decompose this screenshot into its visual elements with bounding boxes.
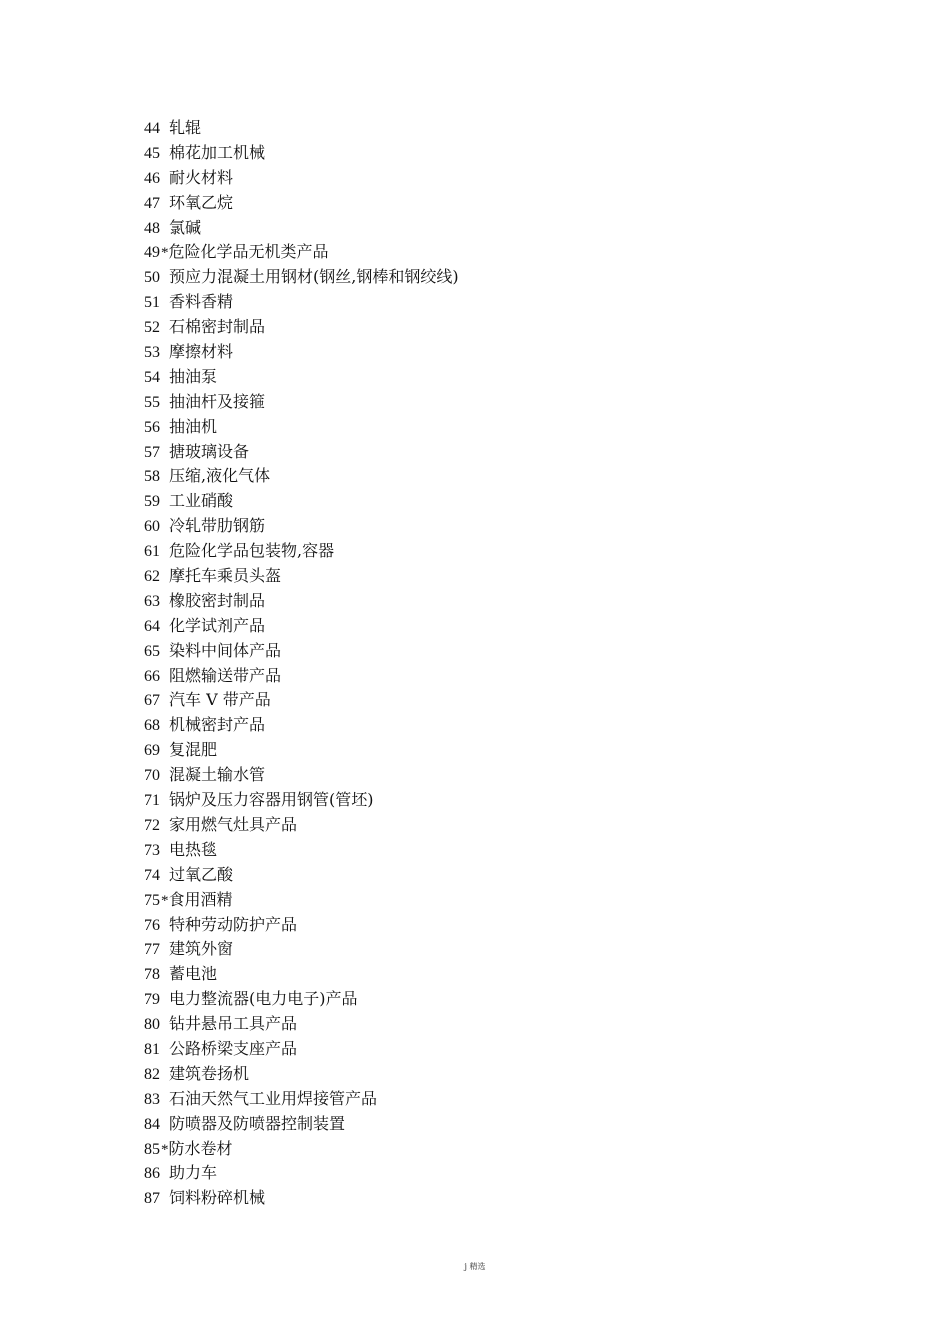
item-name: 饲料粉碎机械 bbox=[169, 1188, 266, 1208]
item-number: 75 bbox=[144, 891, 160, 909]
list-item bbox=[144, 390, 459, 415]
item-number: 59 bbox=[144, 493, 160, 511]
item-number: 55 bbox=[144, 393, 160, 411]
list-item bbox=[144, 216, 459, 241]
item-name: 香料香精 bbox=[169, 292, 234, 312]
list-item bbox=[144, 240, 459, 265]
item-name: 压缩,液化气体 bbox=[169, 466, 271, 486]
item-number: 66 bbox=[144, 667, 160, 685]
list-item bbox=[144, 315, 459, 340]
product-list bbox=[144, 116, 459, 1211]
item-name: 摩擦材料 bbox=[169, 342, 234, 362]
list-item bbox=[144, 141, 459, 166]
item-name: 危险化学品包装物,容器 bbox=[169, 541, 335, 561]
list-item bbox=[144, 539, 459, 564]
item-name: 冷轧带肋钢筋 bbox=[169, 516, 266, 536]
list-item bbox=[144, 962, 459, 987]
item-name: 汽车 V 带产品 bbox=[169, 690, 271, 710]
item-name: 阻燃输送带产品 bbox=[169, 665, 282, 685]
item-name: 防喷器及防喷器控制装置 bbox=[169, 1113, 346, 1133]
list-item bbox=[144, 340, 459, 365]
item-name: 建筑外窗 bbox=[169, 939, 234, 959]
list-item bbox=[144, 813, 459, 838]
list-item bbox=[144, 1012, 459, 1037]
item-number: 83 bbox=[144, 1090, 160, 1108]
item-number: 57 bbox=[144, 443, 160, 461]
item-number: 77 bbox=[144, 941, 160, 959]
list-item bbox=[144, 838, 459, 863]
item-number: 48 bbox=[144, 219, 160, 237]
item-number: 47 bbox=[144, 194, 160, 212]
item-number: 46 bbox=[144, 169, 160, 187]
item-star-marker: * bbox=[161, 245, 169, 262]
item-name: 防水卷材 bbox=[168, 1138, 233, 1158]
list-item bbox=[144, 564, 459, 589]
list-item bbox=[144, 191, 459, 216]
item-name: 化学试剂产品 bbox=[169, 615, 266, 635]
item-name: 氯碱 bbox=[169, 217, 202, 237]
page-footer: j 精选 bbox=[464, 1262, 486, 1271]
item-number: 80 bbox=[144, 1016, 160, 1034]
item-number: 58 bbox=[144, 468, 160, 486]
item-name: 石油天然气工业用焊接管产品 bbox=[169, 1088, 378, 1108]
item-name: 危险化学品无机类产品 bbox=[168, 242, 329, 262]
list-item bbox=[144, 1087, 459, 1112]
item-number: 50 bbox=[144, 269, 160, 287]
item-name: 食用酒精 bbox=[168, 889, 233, 909]
list-item bbox=[144, 614, 459, 639]
item-name: 公路桥梁支座产品 bbox=[169, 1038, 298, 1058]
item-name: 耐火材料 bbox=[169, 167, 234, 187]
item-name: 抽油机 bbox=[169, 416, 218, 436]
list-item bbox=[144, 1161, 459, 1186]
item-name: 机械密封产品 bbox=[169, 715, 266, 735]
item-name: 电力整流器(电力电子)产品 bbox=[169, 989, 358, 1009]
item-number: 54 bbox=[144, 368, 160, 386]
item-name: 摩托车乘员头盔 bbox=[169, 566, 282, 586]
list-item bbox=[144, 1037, 459, 1062]
item-number: 79 bbox=[144, 991, 160, 1009]
list-item bbox=[144, 688, 459, 713]
list-item bbox=[144, 415, 459, 440]
list-item bbox=[144, 489, 459, 514]
list-item bbox=[144, 788, 459, 813]
item-name: 棉花加工机械 bbox=[169, 142, 266, 162]
item-number: 45 bbox=[144, 144, 160, 162]
list-item bbox=[144, 713, 459, 738]
item-number: 87 bbox=[144, 1190, 160, 1208]
list-item bbox=[144, 166, 459, 191]
item-name: 石棉密封制品 bbox=[169, 317, 266, 337]
list-item bbox=[144, 290, 459, 315]
item-name: 蓄电池 bbox=[169, 964, 218, 984]
item-name: 建筑卷扬机 bbox=[169, 1063, 250, 1083]
item-number: 65 bbox=[144, 642, 160, 660]
list-item bbox=[144, 987, 459, 1012]
list-item bbox=[144, 888, 459, 913]
list-item bbox=[144, 514, 459, 539]
item-name: 混凝土输水管 bbox=[169, 765, 266, 785]
item-number: 61 bbox=[144, 543, 160, 561]
list-item bbox=[144, 116, 459, 141]
item-number: 82 bbox=[144, 1065, 160, 1083]
list-item bbox=[144, 913, 459, 938]
list-item bbox=[144, 1186, 459, 1211]
item-number: 74 bbox=[144, 866, 160, 884]
item-number: 53 bbox=[144, 344, 160, 362]
list-item bbox=[144, 1112, 459, 1137]
list-item bbox=[144, 738, 459, 763]
item-number: 70 bbox=[144, 767, 160, 785]
item-number: 81 bbox=[144, 1040, 160, 1058]
item-number: 71 bbox=[144, 792, 160, 810]
item-number: 68 bbox=[144, 717, 160, 735]
list-item bbox=[144, 464, 459, 489]
item-number: 84 bbox=[144, 1115, 160, 1133]
list-item bbox=[144, 365, 459, 390]
item-number: 78 bbox=[144, 966, 160, 984]
item-name: 助力车 bbox=[169, 1163, 218, 1183]
item-number: 72 bbox=[144, 816, 160, 834]
item-name: 预应力混凝土用钢材(钢丝,钢棒和钢绞线) bbox=[169, 267, 459, 287]
item-number: 62 bbox=[144, 568, 160, 586]
list-item bbox=[144, 440, 459, 465]
item-name: 抽油泵 bbox=[169, 366, 218, 386]
item-number: 73 bbox=[144, 841, 160, 859]
item-number: 44 bbox=[144, 120, 160, 137]
list-item bbox=[144, 937, 459, 962]
item-star-marker: * bbox=[161, 892, 169, 909]
item-name: 钻井悬吊工具产品 bbox=[169, 1014, 298, 1034]
item-number: 56 bbox=[144, 418, 160, 436]
item-name: 环氧乙烷 bbox=[169, 192, 234, 212]
list-item bbox=[144, 1062, 459, 1087]
item-name: 搪玻璃设备 bbox=[169, 441, 250, 461]
list-item bbox=[144, 589, 459, 614]
item-name: 过氧乙酸 bbox=[169, 864, 234, 884]
list-item bbox=[144, 863, 459, 888]
item-number: 64 bbox=[144, 617, 160, 635]
item-name: 锅炉及压力容器用钢管(管坯) bbox=[169, 790, 374, 810]
item-number: 49 bbox=[144, 244, 160, 262]
item-number: 63 bbox=[144, 592, 160, 610]
item-number: 52 bbox=[144, 319, 160, 337]
list-item bbox=[144, 639, 459, 664]
item-name: 电热毯 bbox=[169, 839, 218, 859]
item-name: 工业硝酸 bbox=[169, 491, 234, 511]
item-name: 家用燃气灶具产品 bbox=[169, 814, 298, 834]
item-name: 轧辊 bbox=[169, 118, 202, 137]
item-number: 67 bbox=[144, 692, 160, 710]
item-name: 橡胶密封制品 bbox=[169, 590, 266, 610]
item-number: 85 bbox=[144, 1140, 160, 1158]
item-name: 特种劳动防护产品 bbox=[169, 914, 298, 934]
list-item bbox=[144, 1137, 459, 1162]
list-item bbox=[144, 265, 459, 290]
item-name: 复混肥 bbox=[169, 740, 218, 760]
list-item bbox=[144, 763, 459, 788]
item-star-marker: * bbox=[161, 1141, 169, 1158]
item-number: 60 bbox=[144, 518, 160, 536]
item-number: 69 bbox=[144, 742, 160, 760]
item-number: 76 bbox=[144, 916, 160, 934]
item-name: 抽油杆及接箍 bbox=[169, 391, 266, 411]
list-item bbox=[144, 664, 459, 689]
item-name: 染料中间体产品 bbox=[169, 640, 282, 660]
item-number: 51 bbox=[144, 294, 160, 312]
item-number: 86 bbox=[144, 1165, 160, 1183]
